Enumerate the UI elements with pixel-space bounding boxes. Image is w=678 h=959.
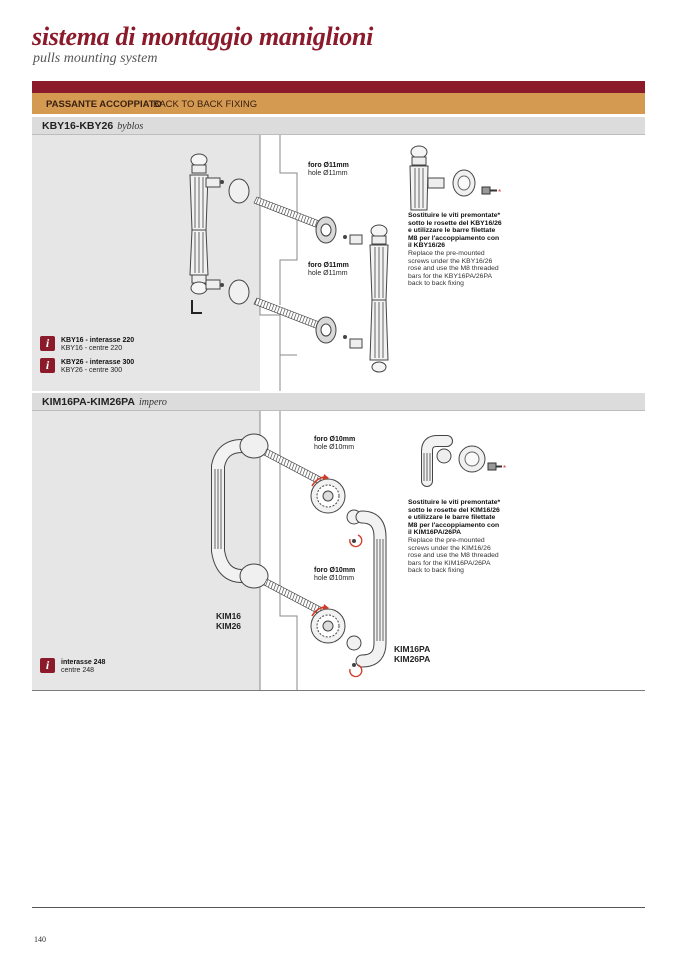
model-label-right: KIM16PA KIM26PA (394, 644, 431, 664)
info-kby16: KBY16 - interasse 220 KBY16 - centre 220 (61, 337, 135, 352)
hole-label-top-1: foro Ø11mm hole Ø11mm (308, 162, 349, 177)
page-subtitle: pulls mounting system (33, 51, 158, 66)
svg-text:*: * (503, 464, 507, 473)
door-profile (280, 135, 297, 305)
section1-header (32, 117, 645, 135)
page-title: sistema di montaggio maniglioni (32, 22, 374, 51)
info-icon: i (40, 336, 55, 351)
section-divider (32, 690, 645, 691)
section1-series: byblos (117, 121, 144, 132)
rotate-arrow-icon (350, 665, 362, 677)
model-label-left: KIM16 KIM26 (216, 611, 242, 631)
door-profile (280, 411, 297, 690)
rose-right-top (311, 479, 345, 513)
page-number: 140 (34, 935, 46, 944)
screw-icon (488, 463, 506, 473)
section-title-en: BACK TO BACK FIXING (153, 99, 258, 110)
info-icon: i (40, 658, 55, 673)
brand-bar (32, 81, 645, 93)
kim-handle-right (347, 510, 383, 661)
kby-detail (410, 146, 475, 210)
threaded-bar-top (254, 197, 322, 228)
mounting-note-2: Sostituire le viti premontate* sotto le rosette del KIM16/26 e utilizzare le barre filettate M8 per l'accoppiamento con il KIM16PA/26PA Replace the pre-mounted screws under the KIM16/26 rose and use the M8 threaded bars for the KIM16PA/26PA back to back fixing (408, 499, 501, 575)
rose-left-bottom (229, 280, 249, 304)
rose-left-top (229, 179, 249, 203)
section2-diagram (32, 411, 645, 690)
svg-text:*: * (498, 188, 502, 197)
rose-right-bottom (311, 609, 345, 643)
section2-code: KIM16PA-KIM26PA impero (42, 396, 167, 408)
footer-divider (32, 907, 645, 908)
info-icon: i (40, 358, 55, 373)
section1-code: KBY16-KBY26 byblos (42, 120, 144, 132)
info-kby26: KBY26 - interasse 300 KBY26 - centre 300 (61, 359, 135, 374)
hole-label-bottom-1: foro Ø11mm hole Ø11mm (308, 262, 349, 277)
hole-label-bottom-2: foro Ø10mm hole Ø10mm (314, 567, 356, 582)
kim-detail (424, 441, 485, 481)
threaded-bar-bottom (254, 298, 322, 329)
mounting-note-1: Sostituire le viti premontate* sotto le rosette del KBY16/26 e utilizzare le barre filettate M8 per l'accoppiamento con il KBY16/26 Replace the pre-mounted screws under the KBY16/26 rose and use the M8 threaded bars for the KBY16PA/26PA back to back fixing (408, 212, 502, 288)
section2-series: impero (138, 397, 167, 408)
section2-header (32, 393, 645, 411)
section-bar (32, 93, 645, 114)
hole-label-top-2: foro Ø10mm hole Ø10mm (314, 436, 356, 451)
section-title-it: PASSANTE ACCOPPIATO (46, 99, 162, 110)
screw-icon (482, 187, 501, 197)
kby-handle-right (370, 225, 388, 372)
info-interasse-248: interasse 248 centre 248 (61, 659, 106, 674)
